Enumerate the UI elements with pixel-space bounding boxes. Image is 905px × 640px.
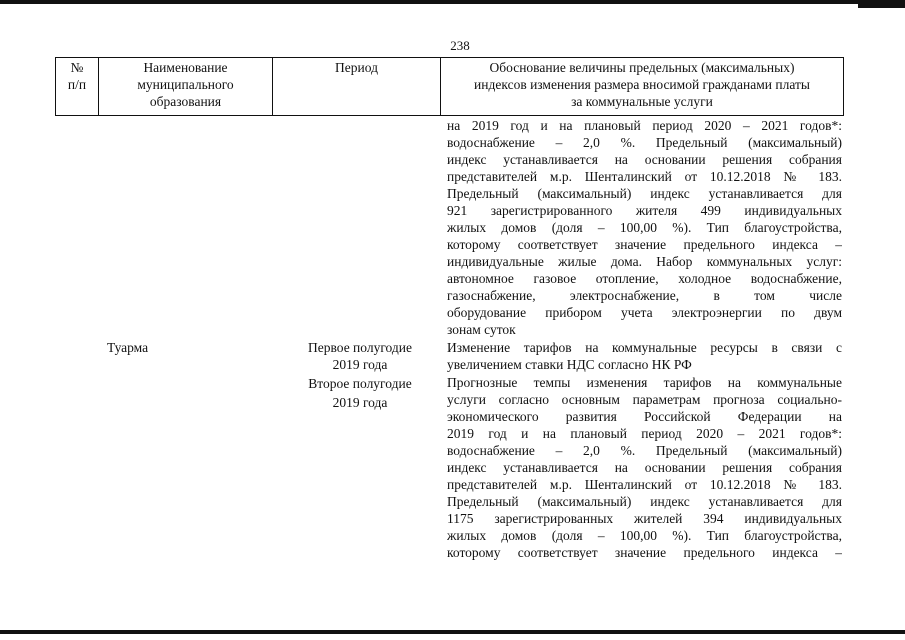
header-number-column: № п/п [67,60,87,92]
table-right-border [843,57,844,116]
header-municipality-column: Наименование муниципального образования [137,60,234,109]
period-first-half: Первое полугодие 2019 года [308,340,412,372]
bottom-scan-border [0,630,905,634]
page-number: 238 [450,38,470,53]
period-second-half: Второе полугодие 2019 года [308,376,412,410]
table-header-bottom-line [55,115,844,116]
municipality-name: Туарма [107,340,149,355]
header-period-column: Период [335,60,378,75]
header-basis-column: Обоснование величины предельных (максимальных) индексов изменения размера вносимой гражданами платы за коммунальные услуги [474,60,810,109]
first-half-basis-text: Изменение тарифов на коммунальные ресурсы в связи с увеличением ставки НДС согласно НК РФ [447,340,842,372]
second-half-basis-text: Прогнозные темпы изменения тарифов на коммунальные услуги согласно основным параметрам прогноза социально- экономического развития Российской Федерации на 2019 год и на плановый период 2020 – 2021 годов*: водоснабжение – 2,0 %. Предельный (максимальный) индекс устанавливается на основании решения собрания представителей м.р. Шенталинский от 10.12.2018 № 183. Предельный (максимальный) индекс устанавливается для 1175 зарегистрированных жителей 394 индивидуальных жилых домов (доля – 100,00 %). Тип благоустройства, которому соответствует значение предельного индекса – [447,375,842,560]
continued-basis-text: на 2019 год и на плановый период 2020 – 2021 годов*: водоснабжение – 2,0 %. Предельный (максимальный) индекс устанавливается на основании решения собрания представителей м.р. Шенталинский от 10.12.2018 № 183. Предельный (максимальный) индекс устанавливается для 921 зарегистрированного жителя 499 индивидуальных жилых домов (доля – 100,00 %). Тип благоустройства, которому соответствует значение предельного индекса – индивидуальные жилые дома. Набор коммунальных услуг: автономное газовое отопление, холодное водоснабжение, газоснабжение, электроснабжение, в том числе оборудование прибором учета электроэнергии по двум зонам суток [447,118,842,337]
top-scan-border-corner [858,0,905,8]
top-scan-border [0,0,905,4]
table-top-line [55,57,844,58]
